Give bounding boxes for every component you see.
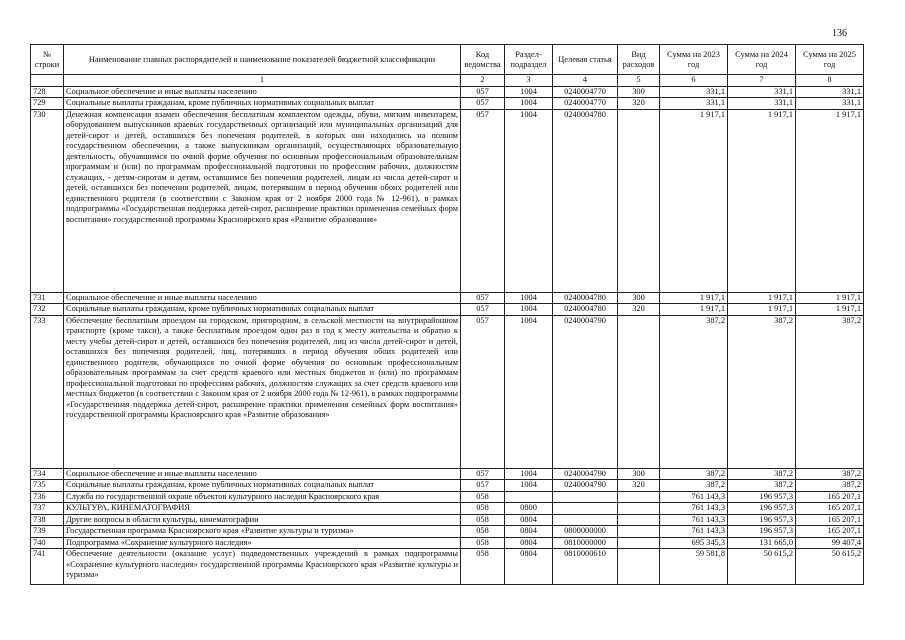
row-number-cell: 739 <box>31 526 64 538</box>
row-sum-2024-cell: 196 957,3 <box>728 503 796 515</box>
row-vedomstvo-cell: 057 <box>461 304 505 316</box>
table-row <box>31 109 864 292</box>
row-celevaya-cell: 0240004780 <box>553 292 618 304</box>
row-celevaya-cell: 0810000610 <box>553 549 618 585</box>
row-number-cell: 737 <box>31 503 64 515</box>
row-sum-2025-cell: 165 207,1 <box>796 503 864 515</box>
row-name-cell: Социальное обеспечение и иные выплаты населению <box>64 468 461 480</box>
row-vid-cell: 320 <box>618 304 660 316</box>
row-sum-2024-cell: 196 957,3 <box>728 526 796 538</box>
table-row <box>31 468 864 480</box>
row-sum-2025-cell: 331,1 <box>796 98 864 110</box>
row-sum-2024-cell: 196 957,3 <box>728 514 796 526</box>
row-vedomstvo-cell: 057 <box>461 109 505 292</box>
header-sum-2023: Сумма на 2023 год <box>660 45 728 75</box>
row-celevaya-cell: 0240004790 <box>553 315 618 468</box>
row-sum-2025-cell: 1 917,1 <box>796 304 864 316</box>
row-celevaya-cell: 0240004780 <box>553 109 618 292</box>
table-row <box>31 480 864 492</box>
row-number-cell: 736 <box>31 491 64 503</box>
row-name-cell: Социальные выплаты гражданам, кроме публичных нормативных социальных выплат <box>64 304 461 316</box>
row-sum-2025-cell: 1 917,1 <box>796 292 864 304</box>
index-cell: 2 <box>461 75 505 87</box>
row-sum-2025-cell: 387,2 <box>796 480 864 492</box>
row-vid-cell: 300 <box>618 86 660 98</box>
row-celevaya-cell: 0810000000 <box>553 537 618 549</box>
index-cell: 5 <box>618 75 660 87</box>
table-row <box>31 292 864 304</box>
row-sum-2023-cell: 1 917,1 <box>660 304 728 316</box>
table-row <box>31 315 864 468</box>
row-sum-2024-cell: 331,1 <box>728 98 796 110</box>
row-number-cell: 732 <box>31 304 64 316</box>
row-sum-2025-cell: 99 407,4 <box>796 537 864 549</box>
table-row <box>31 526 864 538</box>
row-sum-2024-cell: 387,2 <box>728 468 796 480</box>
row-sum-2025-cell: 1 917,1 <box>796 109 864 292</box>
row-razdel-cell: 1004 <box>505 480 553 492</box>
row-vid-cell <box>618 526 660 538</box>
row-razdel-cell: 0804 <box>505 549 553 585</box>
row-celevaya-cell: 0240004790 <box>553 468 618 480</box>
row-name-cell: Социальные выплаты гражданам, кроме публичных нормативных социальных выплат <box>64 98 461 110</box>
index-cell: 8 <box>796 75 864 87</box>
table-row <box>31 514 864 526</box>
row-number-cell: 731 <box>31 292 64 304</box>
header-vedomstvo: Код ведомства <box>461 45 505 75</box>
row-vid-cell <box>618 315 660 468</box>
row-vid-cell <box>618 537 660 549</box>
row-vedomstvo-cell: 058 <box>461 503 505 515</box>
row-sum-2023-cell: 761 143,3 <box>660 503 728 515</box>
index-cell: 4 <box>553 75 618 87</box>
row-celevaya-cell <box>553 514 618 526</box>
row-sum-2023-cell: 59 581,8 <box>660 549 728 585</box>
header-row <box>31 45 864 75</box>
row-vid-cell: 320 <box>618 98 660 110</box>
row-number-cell: 730 <box>31 109 64 292</box>
table-row <box>31 537 864 549</box>
row-razdel-cell: 1004 <box>505 304 553 316</box>
table-row <box>31 491 864 503</box>
page-number: 136 <box>832 28 847 39</box>
row-sum-2025-cell: 331,1 <box>796 86 864 98</box>
row-sum-2024-cell: 196 957,3 <box>728 491 796 503</box>
row-vid-cell <box>618 109 660 292</box>
row-number-cell: 738 <box>31 514 64 526</box>
index-cell: 3 <box>505 75 553 87</box>
row-razdel-cell: 0804 <box>505 514 553 526</box>
table-row <box>31 98 864 110</box>
row-sum-2023-cell: 1 917,1 <box>660 109 728 292</box>
row-sum-2024-cell: 387,2 <box>728 315 796 468</box>
row-sum-2024-cell: 131 665,0 <box>728 537 796 549</box>
row-razdel-cell: 0800 <box>505 503 553 515</box>
row-celevaya-cell: 0240004780 <box>553 304 618 316</box>
row-sum-2025-cell: 387,2 <box>796 315 864 468</box>
row-razdel-cell: 1004 <box>505 109 553 292</box>
row-vedomstvo-cell: 057 <box>461 315 505 468</box>
row-sum-2023-cell: 331,1 <box>660 86 728 98</box>
row-sum-2025-cell: 165 207,1 <box>796 491 864 503</box>
row-sum-2024-cell: 1 917,1 <box>728 292 796 304</box>
row-number-cell: 735 <box>31 480 64 492</box>
row-name-cell: Денежная компенсация взамен обеспечения бесплатным комплектом одежды, обуви, мягким инвентарем, оборудованием выпускников краевых государственных организаций или муниципальных организаций для детей-сирот и детей, оставшихся без попечения родителей, в которых они находились на полном государственном обеспечении, а также выпускникам организаций, осуществляющих образовательную деятельность, обучавшимся по очной форме обучения по основным профессиональным образовательным программам и (или) по программам профессиональной подготовки по профессиям рабочих, должностям служащих, - детям-сиротам и детям, оставшимся без попечения родителей, лицам из числа детей-сирот и детей, оставшихся без попечения родителей, лицам, потерявшим в период обучения обоих родителей или единственного родителя (в соответствии с Законом края от 2 ноября 2000 года № 12-961), в рамках подпрограммы «Государственная поддержка детей-сирот, расширение практики применения семейных форм воспитания» государственной программы Красноярского края «Развитие образования» <box>64 109 461 292</box>
table-row <box>31 549 864 585</box>
row-sum-2025-cell: 165 207,1 <box>796 514 864 526</box>
row-name-cell: Подпрограмма «Сохранение культурного наследия» <box>64 537 461 549</box>
row-name-cell: Другие вопросы в области культуры, кинематографии <box>64 514 461 526</box>
row-vedomstvo-cell: 057 <box>461 98 505 110</box>
row-razdel-cell: 1004 <box>505 292 553 304</box>
index-cell: 6 <box>660 75 728 87</box>
row-name-cell: Обеспечение деятельности (оказание услуг) подведомственных учреждений в рамках подпрограммы «Сохранение культурного наследия» государственной программы Красноярского края «Развитие культуры и туризма» <box>64 549 461 585</box>
row-number-cell: 729 <box>31 98 64 110</box>
row-number-cell: 728 <box>31 86 64 98</box>
header-name: Наименование главных распорядителей и наименование показателей бюджетной классификации <box>64 45 461 75</box>
row-sum-2023-cell: 761 143,3 <box>660 526 728 538</box>
row-razdel-cell: 1004 <box>505 98 553 110</box>
header-vid: Вид расходов <box>618 45 660 75</box>
row-name-cell: Социальное обеспечение и иные выплаты населению <box>64 86 461 98</box>
row-number-cell: 733 <box>31 315 64 468</box>
row-vedomstvo-cell: 058 <box>461 491 505 503</box>
row-razdel-cell <box>505 491 553 503</box>
row-razdel-cell: 1004 <box>505 86 553 98</box>
row-name-cell: Служба по государственной охране объектов культурного наследия Красноярского края <box>64 491 461 503</box>
index-cell: 7 <box>728 75 796 87</box>
index-cell: 1 <box>64 75 461 87</box>
row-razdel-cell: 1004 <box>505 468 553 480</box>
column-index-row <box>31 75 864 87</box>
header-row-no: № строки <box>31 45 64 75</box>
row-celevaya-cell: 0800000000 <box>553 526 618 538</box>
row-celevaya-cell: 0240004770 <box>553 86 618 98</box>
row-number-cell: 740 <box>31 537 64 549</box>
table-row <box>31 86 864 98</box>
header-celevaya: Целевая статья <box>553 45 618 75</box>
row-name-cell: Обеспечение бесплатным проездом на городском, пригородном, в сельской местности на внутрирайонном транспорте (кроме такси), а также бесплатным проездом один раз в год к месту жительства и обратно к месту учебы детей-сирот и детей, оставшихся без попечения родителей, лиц из числа детей-сирот и детей, оставшихся без попечения родителей, лиц, потерявших в период обучения обоих родителей или единственного родителя, обучающихся по очной форме обучения по основным профессиональным образовательным программам за счет средств краевого или местных бюджетов и (или) по программам профессиональной подготовки по профессиям рабочих, должностям служащих за счет средств краевого или местных бюджетов (в соответствии с Законом края от 2 ноября 2000 года № 12-961), в рамках подпрограммы «Государственная поддержка детей-сирот, расширение практики применения семейных форм воспитания» государственной программы Красноярского края «Развитие образования» <box>64 315 461 468</box>
header-sum-2025: Сумма на 2025 год <box>796 45 864 75</box>
row-vedomstvo-cell: 057 <box>461 468 505 480</box>
row-celevaya-cell: 0240004790 <box>553 480 618 492</box>
row-celevaya-cell <box>553 491 618 503</box>
header-sum-2024: Сумма на 2024 год <box>728 45 796 75</box>
row-vid-cell: 300 <box>618 292 660 304</box>
row-razdel-cell: 0804 <box>505 526 553 538</box>
row-sum-2023-cell: 761 143,3 <box>660 491 728 503</box>
row-sum-2023-cell: 695 345,3 <box>660 537 728 549</box>
row-vedomstvo-cell: 058 <box>461 537 505 549</box>
row-celevaya-cell: 0240004770 <box>553 98 618 110</box>
row-sum-2024-cell: 331,1 <box>728 86 796 98</box>
row-vedomstvo-cell: 057 <box>461 292 505 304</box>
row-vedomstvo-cell: 057 <box>461 480 505 492</box>
row-vid-cell: 320 <box>618 480 660 492</box>
row-sum-2024-cell: 1 917,1 <box>728 109 796 292</box>
index-cell <box>31 75 64 87</box>
row-vid-cell: 300 <box>618 468 660 480</box>
row-vedomstvo-cell: 058 <box>461 549 505 585</box>
row-sum-2024-cell: 1 917,1 <box>728 304 796 316</box>
row-vedomstvo-cell: 057 <box>461 86 505 98</box>
row-vedomstvo-cell: 058 <box>461 514 505 526</box>
row-sum-2023-cell: 387,2 <box>660 480 728 492</box>
header-razdel: Раздел-подраздел <box>505 45 553 75</box>
row-sum-2025-cell: 50 615,2 <box>796 549 864 585</box>
row-sum-2025-cell: 387,2 <box>796 468 864 480</box>
row-sum-2023-cell: 387,2 <box>660 468 728 480</box>
table-row <box>31 503 864 515</box>
row-vid-cell <box>618 514 660 526</box>
row-vid-cell <box>618 549 660 585</box>
row-name-cell: Социальное обеспечение и иные выплаты населению <box>64 292 461 304</box>
row-name-cell: Государственная программа Красноярского края «Развитие культуры и туризма» <box>64 526 461 538</box>
row-vid-cell <box>618 491 660 503</box>
row-name-cell: КУЛЬТУРА, КИНЕМАТОГРАФИЯ <box>64 503 461 515</box>
row-sum-2024-cell: 50 615,2 <box>728 549 796 585</box>
row-razdel-cell: 0804 <box>505 537 553 549</box>
row-sum-2023-cell: 1 917,1 <box>660 292 728 304</box>
table-row <box>31 304 864 316</box>
row-sum-2024-cell: 387,2 <box>728 480 796 492</box>
row-sum-2025-cell: 165 207,1 <box>796 526 864 538</box>
row-sum-2023-cell: 387,2 <box>660 315 728 468</box>
row-sum-2023-cell: 331,1 <box>660 98 728 110</box>
row-sum-2023-cell: 761 143,3 <box>660 514 728 526</box>
row-celevaya-cell <box>553 503 618 515</box>
row-number-cell: 741 <box>31 549 64 585</box>
row-razdel-cell: 1004 <box>505 315 553 468</box>
row-name-cell: Социальные выплаты гражданам, кроме публичных нормативных социальных выплат <box>64 480 461 492</box>
row-number-cell: 734 <box>31 468 64 480</box>
row-vid-cell <box>618 503 660 515</box>
row-vedomstvo-cell: 058 <box>461 526 505 538</box>
budget-table <box>30 44 864 585</box>
